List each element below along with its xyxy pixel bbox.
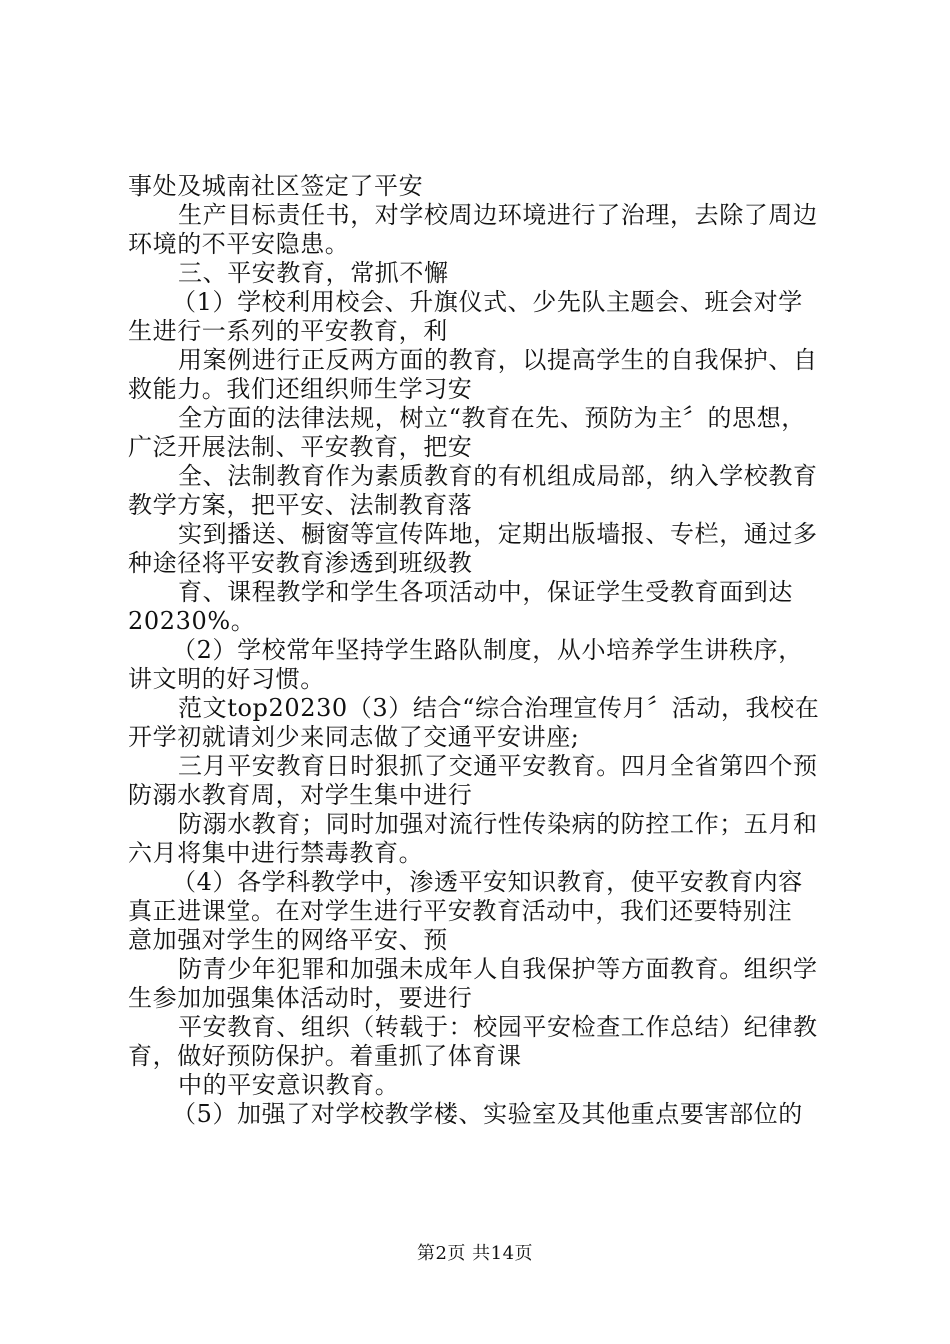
text-line: 实到播送、橱窗等宣传阵地，定期出版墙报、专栏，通过多 [178, 520, 818, 548]
text-line: （2）学校常年坚持学生路队制度，从小培养学生讲秩序， [172, 636, 803, 664]
text-line: 用案例进行正反两方面的教育，以提高学生的自我保护、自 [178, 346, 818, 374]
text-line: 全、法制教育作为素质教育的有机组成局部，纳入学校教育 [178, 462, 818, 490]
text-line: 全方面的法律法规，树立“教育在先、预防为主〞的思想， [178, 404, 806, 432]
text-line: 育，做好预防保护。着重抓了体育课 [128, 1042, 522, 1070]
text-line: （4）各学科教学中，渗透平安知识教育，使平安教育内容 [172, 868, 803, 896]
text-line: 中的平安意识教育。 [178, 1071, 400, 1099]
text-line: 广泛开展法制、平安教育，把安 [128, 433, 473, 461]
text-line: 意加强对学生的网络平安、预 [128, 926, 448, 954]
text-line: 生参加加强集体活动时，要进行 [128, 984, 473, 1012]
text-line: 救能力。我们还组织师生学习安 [128, 375, 473, 403]
text-line: 防青少年犯罪和加强未成年人自我保护等方面教育。组织学 [178, 955, 818, 983]
text-line: 教学方案，把平安、法制教育落 [128, 491, 473, 519]
text-line: 真正进课堂。在对学生进行平安教育活动中，我们还要特别注 [128, 897, 793, 925]
text-line: 讲文明的好习惯。 [128, 665, 325, 693]
text-line: 环境的不平安隐患。 [128, 230, 350, 258]
text-line: 范文top20230（3）结合“综合治理宣传月〞活动，我校在 [178, 694, 820, 722]
text-line: 平安教育、组织（转载于：校园平安检查工作总结）纪律教 [178, 1013, 818, 1041]
text-line: 种途径将平安教育渗透到班级教 [128, 549, 473, 577]
text-line: 生产目标责任书，对学校周边环境进行了治理，去除了周边 [178, 201, 818, 229]
text-line: 开学初就请刘少来同志做了交通平安讲座; [128, 723, 580, 751]
page-number-footer: 第2页 共14页 [416, 1243, 534, 1264]
text-line: 事处及城南社区签定了平安 [128, 172, 424, 200]
text-line: 防溺水教育；同时加强对流行性传染病的防控工作；五月和 [178, 810, 818, 838]
text-line: （1）学校利用校会、升旗仪式、少先队主题会、班会对学 [172, 288, 803, 316]
document-body [128, 172, 832, 1129]
text-line: （5）加强了对学校教学楼、实验室及其他重点要害部位的 [172, 1100, 803, 1128]
text-line: 防溺水教育周，对学生集中进行 [128, 781, 473, 809]
text-line: 生进行一系列的平安教育，利 [128, 317, 448, 345]
section-heading: 三、平安教育，常抓不懈 [178, 259, 449, 287]
text-line: 育、课程教学和学生各项活动中，保证学生受教育面到达 [178, 578, 793, 606]
text-line: 20230%。 [128, 607, 256, 635]
text-line: 六月将集中进行禁毒教育。 [128, 839, 424, 867]
text-line: 三月平安教育日时狠抓了交通平安教育。四月全省第四个预 [178, 752, 818, 780]
